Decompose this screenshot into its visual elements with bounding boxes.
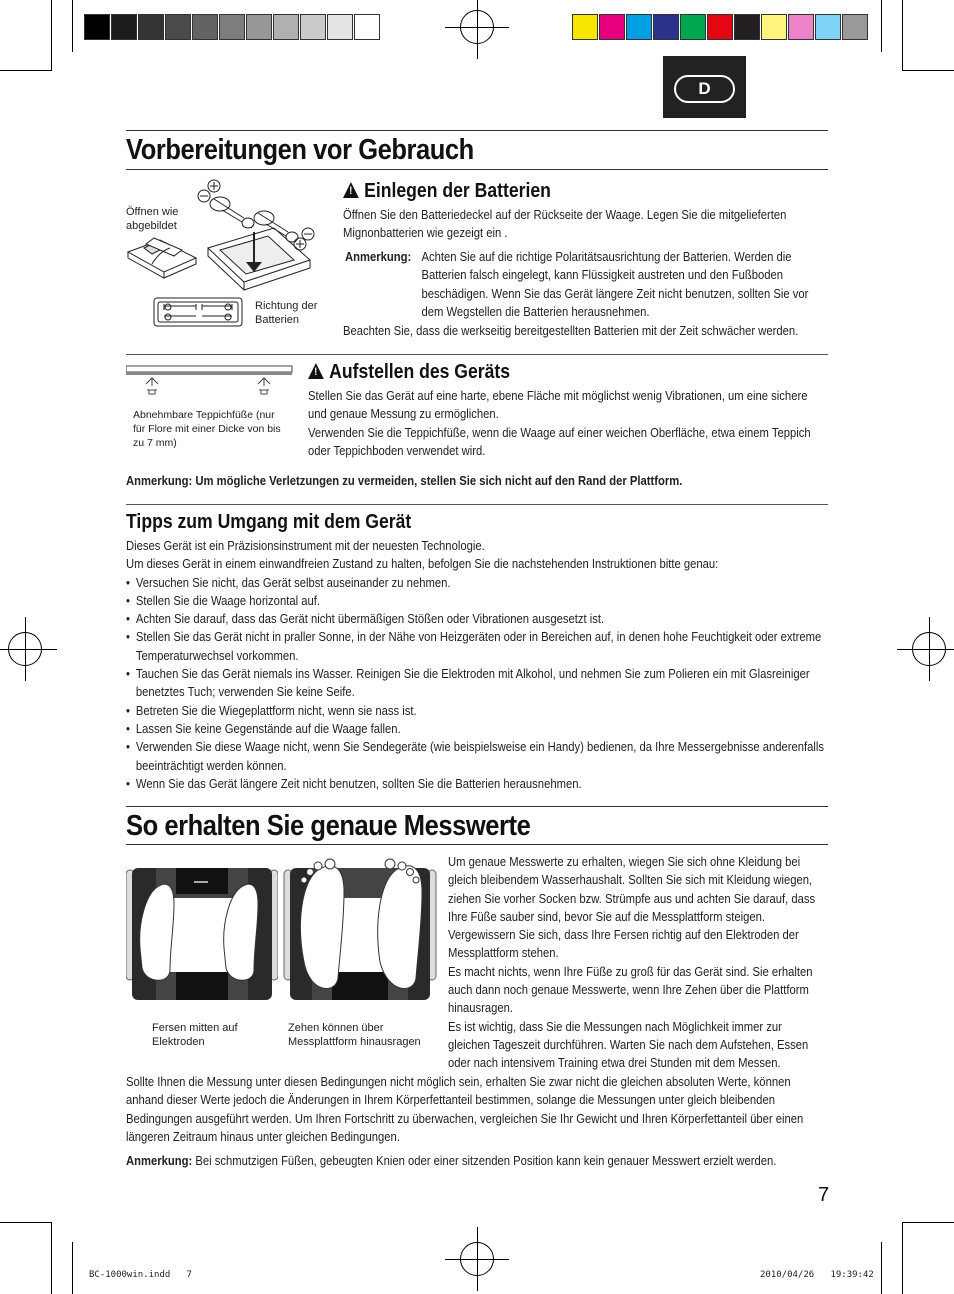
gray-swatch bbox=[138, 14, 164, 40]
color-swatch bbox=[734, 14, 760, 40]
label-carpet-feet: Abnehmbare Teppichfüße (nur für Flore mit einer Dicke von bis zu 7 mm) bbox=[133, 409, 281, 449]
gray-swatch bbox=[111, 14, 137, 40]
color-swatch bbox=[707, 14, 733, 40]
footer-timestamp: 2010/04/26 19:39:42 bbox=[760, 1270, 874, 1280]
section-rule bbox=[126, 130, 828, 131]
gray-swatch bbox=[219, 14, 245, 40]
color-swatch bbox=[572, 14, 598, 40]
list-item: • Tauchen Sie das Gerät niemals ins Wasser. Reinigen Sie die Elektroden mit Alkohol, und nehmen Sie zum Polieren ein mit Glasreiniger benetztes Tuch; verwenden Sie keine Seife. bbox=[126, 665, 826, 702]
feet-on-scale-illustration-toes bbox=[282, 852, 438, 1004]
warning-icon bbox=[308, 363, 324, 379]
list-item: • Versuchen Sie nicht, das Gerät selbst auseinander zu nehmen. bbox=[126, 574, 826, 592]
color-swatch bbox=[815, 14, 841, 40]
accuracy-para-2: Es macht nichts, wenn Ihre Füße zu groß für das Gerät sind. Sie erhalten auch dann noch genaue Messwerte, wenn Ihre Zehen über die Plattform hinausragen. bbox=[448, 964, 813, 1016]
note-label: Anmerkung: bbox=[345, 250, 412, 264]
note-text: Achten Sie auf die richtige Polaritätsausrichtung der Batterien. Werden die Batterien falsch eingelegt, kann Flüssigkeit austreten und den Fußboden beschädigen. Wenn Sie das Gerät längere Zeit nicht benutzen, sollten Sie vor dem Wegstellen die Batterien herausnehmen. bbox=[421, 250, 809, 319]
heading-tips: Tipps zum Umgang mit dem Gerät bbox=[126, 511, 412, 533]
gray-swatch bbox=[246, 14, 272, 40]
color-swatch bbox=[842, 14, 868, 40]
color-swatch bbox=[680, 14, 706, 40]
section-title-accurate-readings: So erhalten Sie genaue Messwerte bbox=[126, 810, 531, 842]
list-item: • Verwenden Sie diese Waage nicht, wenn Sie Sendegeräte (wie beispielsweise ein Handy) bedienen, da Ihre Messergebnisse anderenfalls beeinträchtigt werden können. bbox=[126, 738, 826, 775]
gray-swatch bbox=[327, 14, 353, 40]
accuracy-text bbox=[448, 853, 824, 1073]
carpet-feet-illustration bbox=[126, 362, 294, 408]
language-tab bbox=[663, 56, 746, 118]
note-label: Anmerkung: bbox=[126, 1154, 193, 1168]
feet-on-scale-illustration-heels bbox=[126, 860, 278, 1005]
language-badge: D bbox=[674, 75, 735, 103]
divider bbox=[126, 354, 828, 355]
gray-swatch bbox=[192, 14, 218, 40]
label-open-as-shown: Öffnen wie abgebildet bbox=[126, 206, 179, 232]
caption-heels-on-electrodes: Fersen mitten auf Elektroden bbox=[152, 1022, 238, 1048]
list-item: • Lassen Sie keine Gegenstände auf die Waage fallen. bbox=[126, 720, 826, 738]
list-item: • Wenn Sie das Gerät längere Zeit nicht benutzen, sollten Sie die Batterien herausnehmen. bbox=[126, 775, 826, 793]
battery-note bbox=[345, 248, 831, 321]
registration-mark-top bbox=[460, 10, 494, 44]
note-text: Bei schmutzigen Füßen, gebeugten Knien oder einer sitzenden Position kann kein genauer Messwert erzielt werden. bbox=[195, 1154, 777, 1168]
footer-file-info: BC-1000win.indd 7 bbox=[89, 1270, 192, 1280]
gray-swatch bbox=[354, 14, 380, 40]
battery-weaken-note: Beachten Sie, dass die werkseitig bereitgestellten Batterien mit der Zeit schwächer werden. bbox=[343, 324, 799, 338]
color-swatch bbox=[788, 14, 814, 40]
accuracy-note bbox=[126, 1152, 846, 1170]
setup-text-2: Verwenden Sie die Teppichfüße, wenn die Waage auf einer weichen Oberfläche, etwa einem Teppich oder Teppichboden verwendet wird. bbox=[308, 426, 811, 459]
gray-swatch bbox=[84, 14, 110, 40]
warning-icon bbox=[343, 182, 359, 198]
caption-toes-may-overhang: Zehen können über Messplattform hinausragen bbox=[288, 1022, 421, 1048]
platform-edge-warning: Anmerkung: Um mögliche Verletzungen zu vermeiden, stellen Sie sich nicht auf den Rand der Plattform. bbox=[126, 474, 683, 488]
section-rule bbox=[126, 169, 828, 170]
accuracy-para-4: Sollte Ihnen die Messung unter diesen Bedingungen nicht möglich sein, erhalten Sie zwar nicht die gleichen absoluten Werte, können anhand dieser Werte jedoch die Änderungen in Ihrem Körperfettanteil bestimmen, solange die Messungen unter gleich bleibenden Bedingungen ausgeführt werden. Um Ihren Fortschritt zu überwachen, vergleichen Sie Ihr Gewicht und Ihren Körperfettanteil über einen längeren Zeitraum hinaus unter gleichen Bedingungen. bbox=[126, 1075, 804, 1144]
section-rule bbox=[126, 844, 828, 845]
tips-body bbox=[126, 537, 826, 793]
tips-list bbox=[126, 574, 826, 794]
gray-swatch bbox=[273, 14, 299, 40]
list-item: • Betreten Sie die Wiegeplattform nicht, wenn sie nass ist. bbox=[126, 702, 826, 720]
section-rule bbox=[126, 806, 828, 807]
registration-mark-left bbox=[8, 632, 42, 666]
heading-setup-device: !Aufstellen des Geräts bbox=[308, 361, 510, 384]
accuracy-para-3: Es ist wichtig, dass Sie die Messungen nach Möglichkeit immer zur gleichen Tageszeit durchführen. Warten Sie nach dem Aufstehen, Essen oder nach intensivem Training etwa drei Stunden mit dem Messen. bbox=[448, 1019, 809, 1071]
list-item: • Stellen Sie die Waage horizontal auf. bbox=[126, 592, 826, 610]
color-swatch bbox=[599, 14, 625, 40]
color-swatch bbox=[626, 14, 652, 40]
registration-mark-right bbox=[912, 632, 946, 666]
gray-swatch bbox=[165, 14, 191, 40]
color-swatch bbox=[761, 14, 787, 40]
tips-intro-2: Um dieses Gerät in einem einwandfreien Zustand zu halten, befolgen Sie die nachstehenden Instruktionen bitte genau: bbox=[126, 557, 719, 572]
tips-intro-1: Dieses Gerät ist ein Präzisionsinstrument mit der neuesten Technologie. bbox=[126, 539, 485, 553]
section-title-preparation: Vorbereitungen vor Gebrauch bbox=[126, 134, 474, 166]
setup-text-1: Stellen Sie das Gerät auf eine harte, ebene Fläche mit möglichst wenig Vibrationen, um eine sichere und genaue Messung zu ermöglichen. bbox=[308, 389, 808, 422]
registration-mark-bottom bbox=[460, 1242, 494, 1276]
heading-insert-batteries: !Einlegen der Batterien bbox=[343, 180, 551, 203]
list-item: • Stellen Sie das Gerät nicht in praller Sonne, in der Nähe von Heizgeräten oder in Bereichen auf, in denen hohe Feuchtigkeit oder extreme Temperaturwechsel vorkommen. bbox=[126, 628, 826, 665]
color-swatch bbox=[653, 14, 679, 40]
battery-instructions: Öffnen Sie den Batteriedeckel auf der Rückseite der Waage. Legen Sie die mitgelieferten Mignonbatterien wie gezeigt ein . bbox=[343, 208, 787, 241]
accuracy-para-1: Um genaue Messwerte zu erhalten, wiegen Sie sich ohne Kleidung bei gleich bleibendem Wasserhaushalt. Sollten Sie sich mit Kleidung wiegen, ziehen Sie vorher Socken bzw. Strümpfe aus und achten Sie darauf, dass Ihre Füße sauber sind, bevor Sie auf die Messplattform steigen. Vergewissern Sie sich, dass Ihre Fersen richtig auf den Elektroden der Messplattform stehen. bbox=[448, 855, 816, 961]
gray-swatch bbox=[300, 14, 326, 40]
label-battery-direction: Richtung der Batterien bbox=[255, 300, 318, 326]
divider bbox=[126, 504, 828, 505]
page-number: 7 bbox=[818, 1184, 830, 1206]
list-item: • Achten Sie darauf, dass das Gerät nicht übermäßigen Stößen oder Vibrationen ausgesetzt ist. bbox=[126, 610, 826, 628]
